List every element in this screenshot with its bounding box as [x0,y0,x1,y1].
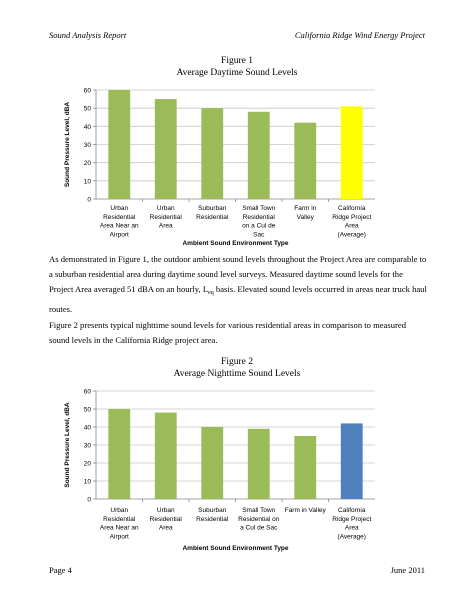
y-tick-label: 30 [83,142,91,149]
x-tick-label: Urban Residential Area [149,507,182,532]
header-project-title: California Ridge Wind Energy Project [294,30,425,40]
figure-1-title: Average Daytime Sound Levels [176,68,298,78]
y-tick-label: 20 [83,460,91,468]
x-tick-label: Small Town Residential on a Cul de Sac [238,507,280,532]
bar [341,423,363,499]
figure-1-chart-svg [60,82,400,250]
y-tick-label: 40 [83,123,91,131]
x-tick-label: Suburban Residential [196,205,229,221]
bar [108,90,130,199]
bar [201,108,223,199]
y-axis-title: Sound Pressure Level, dBA [64,402,71,488]
bar [248,429,270,499]
bar [294,123,316,199]
y-axis-title: Sound Pressure Level, dBA [64,101,71,188]
y-tick-label: 0 [87,196,91,204]
figure-2-title: Average Nighttime Sound Levels [173,369,301,379]
figure-2-chart-svg [60,383,400,555]
figure-1-chart [60,82,400,250]
bar [108,409,130,499]
y-tick-label: 50 [83,105,91,113]
bar [201,427,223,499]
bar [248,112,270,199]
y-tick-label: 60 [83,388,91,396]
bar [155,413,177,499]
x-tick-label: Urban Residential Area [149,205,182,230]
x-axis-title: Ambient Sound Environment Type [182,240,289,247]
footer-date: June 2011 [390,565,425,575]
y-tick-label: 0 [87,496,91,504]
x-tick-label: California Ridge Project Area (Average) [332,507,372,541]
paragraph-daytime: As demonstrated in Figure 1, the outdoor ambient sound levels throughout the Project Area are comparable to a suburban residential area during daytime sound level surveys. Measured daytime sound levels for the Project Area averaged 51 dBA on an hourly, $L_{eq}$ basis. Elevated sound levels occurred in areas near truck haul routes. [49,254,427,314]
paragraph-nighttime: Figure 2 presents typical nighttime sound levels for various residential areas in comparison to measured sound levels in the California Ridge project area. [49,320,407,346]
y-tick-label: 50 [83,406,91,414]
x-tick-label: Small Town Residential on a Cul de Sac [242,205,276,239]
bar [341,106,363,199]
x-tick-label: Suburban Residential [196,507,229,523]
figure-2-chart [60,383,400,555]
x-axis-title: Ambient Sound Environment Type [182,545,289,552]
footer-page-number: Page 4 [49,565,72,575]
figure-1-label: Figure 1 [221,56,253,66]
bar [155,99,177,199]
x-tick-label: Farm in Valley [284,507,326,514]
y-tick-label: 10 [83,178,91,186]
figure-2-label: Figure 2 [221,357,253,367]
x-tick-label: Urban Residential Area Near an Airport [99,205,139,239]
x-tick-label: Farm in Valley [294,205,317,221]
y-tick-label: 30 [83,442,91,450]
x-tick-label: California Ridge Project Area (Average) [332,205,372,239]
y-tick-label: 40 [83,424,91,432]
y-tick-label: 10 [83,478,91,486]
header-report-title: Sound Analysis Report [49,30,127,40]
x-tick-label: Urban Residential Area Near an Airport [99,507,139,541]
y-tick-label: 60 [83,87,91,95]
bar [294,436,316,499]
y-tick-label: 20 [83,160,91,168]
